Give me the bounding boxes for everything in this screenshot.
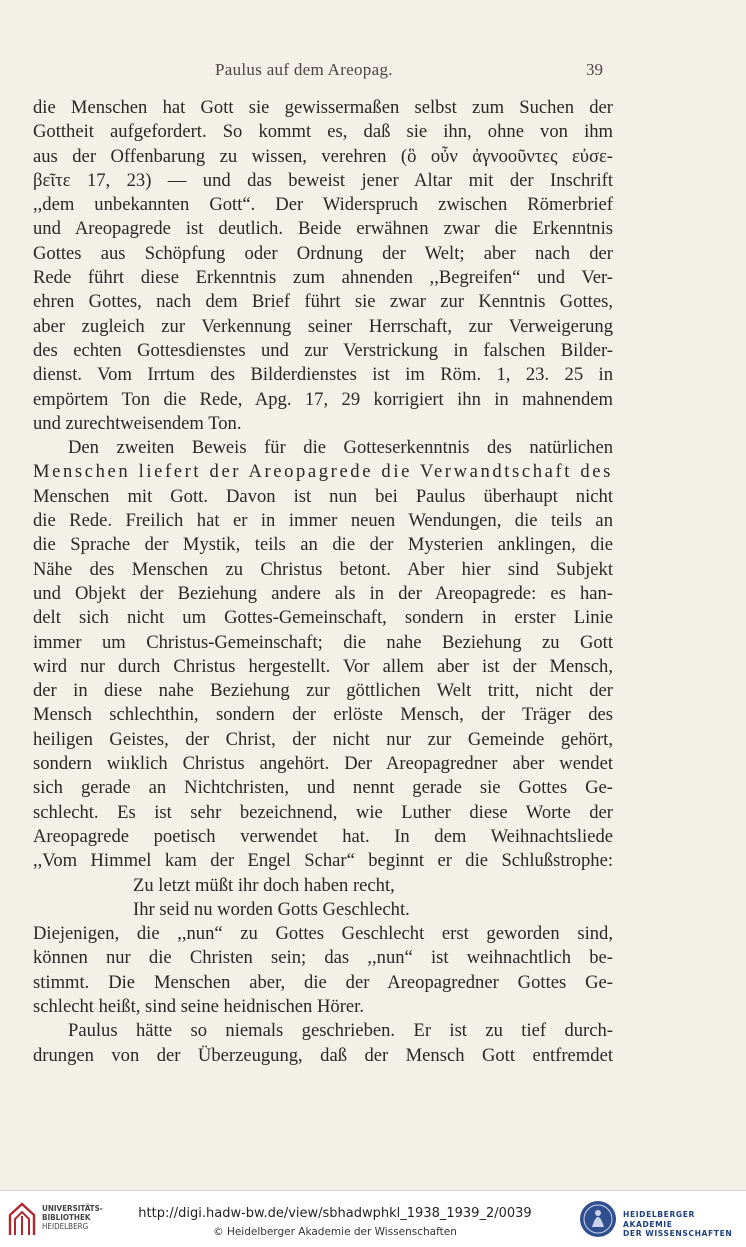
- library-name-line3: HEIDELBERG: [42, 1222, 89, 1231]
- text-line: ,,dem unbekannten Gott“. Der Widerspruch zwischen Römerbrief: [33, 194, 613, 216]
- text-line: die Menschen hat Gott sie gewissermaßen selbst zum Suchen der: [33, 97, 613, 118]
- text-line: die Sprache der Mystik, teils an die der Mysterien anklingen, die: [33, 534, 613, 556]
- text-line: Menschen mit Gott. Davon ist nun bei Paulus überhaupt nicht: [33, 485, 613, 507]
- text-line: schlecht. Es ist sehr bezeichnend, wie Luther diese Worte der: [33, 801, 613, 823]
- university-library-logo-icon: [6, 1201, 38, 1239]
- text-line: dienst. Vom Irrtum des Bilderdienstes ist im Röm. 1, 23. 25 in: [33, 364, 613, 386]
- text-line: können nur die Christen sein; das ,,nun“ ist weihnachtlich be-: [33, 947, 613, 969]
- permalink-url[interactable]: http://digi.hadw-bw.de/view/sbhadwphkl_1938_1939_2/0039: [138, 1206, 532, 1221]
- text-line: sich gerade an Nichtchristen, und nennt gerade sie Gottes Ge-: [33, 777, 613, 799]
- text-line: Gottheit aufgefordert. So kommt es, daß sie ihn, ohne von ihm: [33, 121, 613, 143]
- text-line: Ihr seid nu worden Gotts Geschlecht.: [133, 898, 410, 920]
- text-line: Gottes aus Schöpfung oder Ordnung der Welt; aber nach der: [33, 242, 613, 264]
- text-line: Zu letzt müßt ihr doch haben recht,: [133, 874, 395, 896]
- copyright-notice: © Heidelberger Akademie der Wissenschaften: [213, 1226, 457, 1238]
- academy-seal-icon: [578, 1199, 618, 1239]
- text-line: aber zugleich zur Verkennung seiner Herrschaft, zur Verweigerung: [33, 315, 613, 337]
- body-text: [33, 96, 613, 1068]
- text-line: Rede führt diese Erkenntnis zum ahnenden ,,Begreifen“ und Ver-: [33, 267, 613, 289]
- text-line: Den zweiten Beweis für die Gotteserkenntnis des natürlichen: [68, 437, 613, 459]
- academy-name-line2: DER WISSENSCHAFTEN: [623, 1229, 733, 1238]
- text-line: des echten Gottesdienstes und zur Verstrickung in falschen Bilder-: [33, 339, 613, 361]
- text-line: delt sich nicht um Gottes-Gemeinschaft, sondern in erster Linie: [33, 607, 613, 629]
- library-name-line1: UNIVERSITÄTS-: [42, 1204, 103, 1213]
- text-line: und Areopagrede ist deutlich. Beide erwähnen zwar die Erkenntnis: [33, 218, 613, 240]
- text-line: Menschen liefert der Areopagrede die Verwandtschaft des: [33, 461, 613, 483]
- text-line: stimmt. Die Menschen aber, die der Areopagredner Gottes Ge-: [33, 971, 613, 993]
- text-line: ,,Vom Himmel kam der Engel Schar“ beginnt er die Schlußstrophe:: [33, 850, 613, 872]
- text-line: Mensch schlechthin, sondern der erlöste Mensch, der Träger des: [33, 704, 613, 726]
- text-line: wird nur durch Christus hergestellt. Vor allem aber ist der Mensch,: [33, 655, 613, 677]
- text-line: ehren Gottes, nach dem Brief führt sie zwar zur Kenntnis Gottes,: [33, 291, 613, 313]
- text-line: βεῖτε 17, 23) — und das beweist jener Altar mit der Inschrift: [33, 169, 613, 191]
- viewer-footer: [0, 1190, 746, 1247]
- text-line: empörtem Ton die Rede, Apg. 17, 29 korrigiert ihn in mahnendem: [33, 388, 613, 410]
- text-line: und Objekt der Beziehung andere als in der Areopagrede: es han-: [33, 582, 613, 604]
- text-line: Areopagrede poetisch verwendet hat. In dem Weihnachtsliede: [33, 825, 613, 847]
- page-number: 39: [586, 60, 603, 79]
- text-line: drungen von der Überzeugung, daß der Mensch Gott entfremdet: [33, 1044, 613, 1066]
- text-line: aus der Offenbarung zu wissen, verehren (ὃ οὖν ἀγνοοῦντες εὐσε-: [33, 145, 613, 167]
- library-name-line2: BIBLIOTHEK: [42, 1213, 91, 1222]
- university-library-name: [42, 1204, 103, 1231]
- text-line: immer um Christus-Gemeinschaft; die nahe Beziehung zu Gott: [33, 631, 613, 653]
- academy-name: [623, 1210, 746, 1239]
- running-title: Paulus auf dem Areopag.: [215, 60, 393, 79]
- text-line: sondern wiıklich Christus angehört. Der Areopagredner aber wendet: [33, 753, 613, 775]
- text-line: heiligen Geistes, der Christ, der nicht nur zur Gemeinde gehört,: [33, 728, 613, 750]
- text-line: die Rede. Freilich hat er in immer neuen Wendungen, die teils an: [33, 510, 613, 532]
- text-line: der in diese nahe Beziehung zur göttlichen Welt tritt, nicht der: [33, 680, 613, 702]
- text-line: und zurechtweisendem Ton.: [33, 412, 242, 434]
- text-line: Paulus hätte so niemals geschrieben. Er ist zu tief durch-: [68, 1020, 613, 1042]
- text-line: schlecht heißt, sind seine heidnischen Hörer.: [33, 995, 364, 1017]
- text-line: Nähe des Menschen zu Christus betont. Aber hier sind Subjekt: [33, 558, 613, 580]
- text-line: Diejenigen, die ,,nun“ zu Gottes Geschlecht erst geworden sind,: [33, 923, 613, 945]
- academy-name-line1: HEIDELBERGER AKADEMIE: [623, 1210, 695, 1229]
